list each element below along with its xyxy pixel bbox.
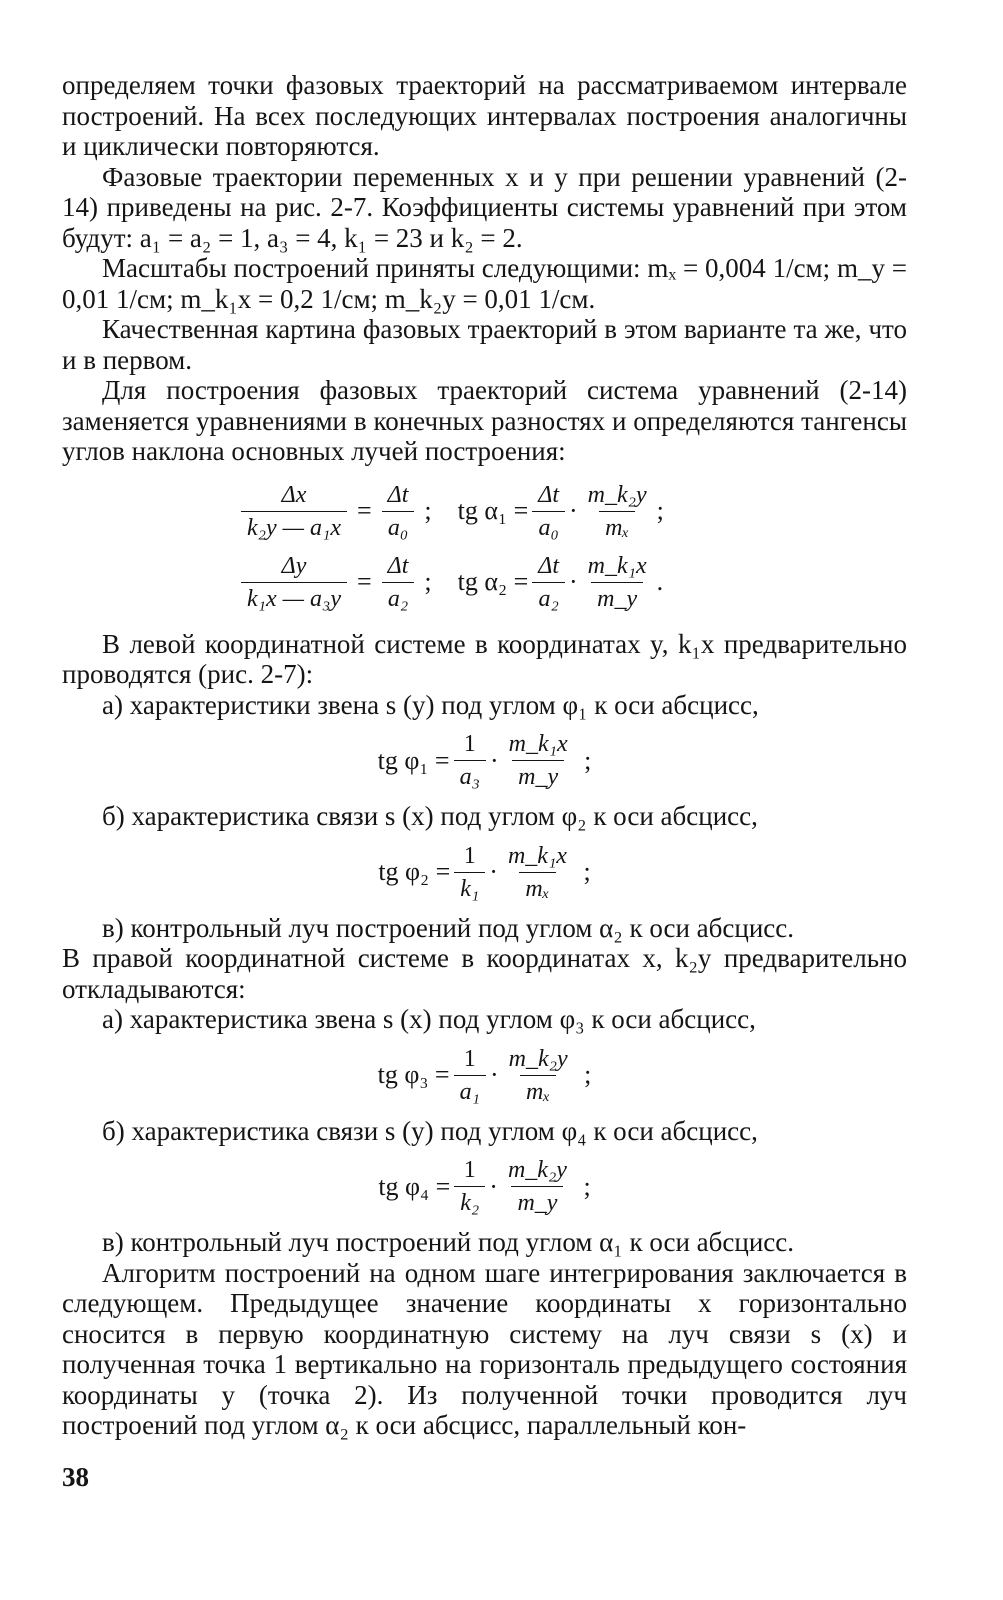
paragraph-4: Качественная картина фазовых траекторий в этом варианте та же, что и в первом.: [62, 314, 907, 375]
fraction: $\frac{\text{m\_k₂y}}{\text{mₓ}}$: [587, 481, 647, 541]
paragraph-6: В левой координатной системе в координатах y, k₁x предварительно проводятся (рис. 2-7):: [62, 628, 907, 689]
item-left-b: б) характеристика связи s (x) под углом φ₂ к оси абсцисс,: [102, 801, 758, 831]
fraction: $\frac{\Delta t}{\text{a₀}}$: [382, 481, 415, 542]
tangent-alpha2-label: tg α₂ =: [457, 567, 529, 596]
paragraph-1: определяем точки фазовых траекторий на рассматриваемом интервале построений. На всех последующих интервалах построения аналогичны и циклически повторяются.: [62, 70, 907, 161]
page-number: 38: [62, 1462, 89, 1492]
paragraph-10: Алгоритм построений на одном шаге интегрирования заключается в следующем. Предыдущее значение координаты x горизонтально сносится в первую координатную систему на луч связи s (x) и полученная точка 1 вертикально на горизонталь предыдущего состояния координаты y (точка 2). Из полученной точки проводится луч построений под углом α₂ к оси абсцисс, параллельный кон-: [62, 1257, 907, 1440]
fraction: $\frac{\Delta t}{\text{a₀}}$: [532, 481, 565, 542]
item-right-b: б) характеристика связи s (y) под углом φ₄ к оси абсцисс,: [102, 1115, 758, 1146]
item-right-a: а) характеристика звена s (x) под углом φ₃ к оси абсцисс,: [102, 1004, 756, 1034]
fraction: $\frac{\Delta t}{\text{a₂}}$: [532, 552, 565, 613]
item-right-c: в) контрольный луч построений под углом α₁ к оси абсцисс.: [102, 1227, 794, 1257]
item-left-a: а) характеристики звена s (y) под углом φ₁ к оси абсцисс,: [102, 689, 759, 720]
paragraph-8: В правой координатной системе в координатах x, k₂y предварительно откладываются:: [62, 943, 907, 1004]
fraction: $\frac{\Delta x}{\text{k₂y — a₁x}}$: [241, 481, 347, 542]
fraction: $\frac{\text{m\_k₁x}}{m\_y}$: [587, 552, 647, 612]
item-left-c: в) контрольный луч построений под углом α₂ к оси абсцисс.: [102, 912, 794, 943]
finite-difference-equations: [237, 481, 907, 613]
fraction: $\frac{\Delta y}{\text{k₁x — a₃y}}$: [241, 552, 347, 613]
page-body: [62, 70, 907, 1441]
paragraph-5: Для построения фазовых траекторий система уравнений (2-14) заменяется уравнениями в конечных разностях и определяются тангенсы углов наклона основных лучей построения:: [62, 375, 907, 466]
equation-row-2: $\frac{\Delta y}{\text{k₁x — a₃y}}$ = $\frac{\Delta t}{\text{a₂}}$ ; tg α₂ = $\frac{\Delta t}{\text{a₂}}$ · $\frac{\text{m\_k₁x}}{m\_y}$ .: [237, 552, 907, 613]
paragraph-2: Фазовые траектории переменных x и y при решении уравнений (2-14) приведены на рис. 2-7. Коэффициенты системы уравнений при этом будут: a₁ = a₂ = 1, a₃ = 4, k₁ = 23 и k₂ = 2.: [62, 161, 907, 253]
fraction: $\frac{\text{m\_k₁x}}{m\_y}$: [508, 731, 568, 790]
equation-phi3: tg φ₃ = $\frac{1}{\text{a₁}}$ · $\frac{\text{m\_k₂y}}{\text{mₓ}}$ ;: [377, 1045, 592, 1105]
fraction: $\frac{\text{m\_k₂y}}{m\_y}$: [507, 1157, 567, 1216]
fraction: $\frac{\Delta t}{\text{a₂}}$: [382, 552, 415, 613]
fraction: $\frac{1}{\text{a₃}}$: [454, 730, 486, 791]
equation-phi1: tg φ₁ = $\frac{1}{\text{a₃}}$ · $\frac{\text{m\_k₁x}}{m\_y}$ ;: [377, 731, 592, 790]
tangent-alpha1-label: tg α₁ =: [457, 496, 529, 525]
fraction: $\frac{\text{m\_k₂y}}{\text{mₓ}}$: [508, 1045, 568, 1105]
equation-phi4: tg φ₄ = $\frac{1}{\text{k₂}}$ · $\frac{\text{m\_k₂y}}{m\_y}$ ;: [378, 1157, 591, 1216]
fraction: $\frac{1}{\text{k₁}}$: [454, 842, 485, 903]
paragraph-3: Масштабы построений приняты следующими: mₓ = 0,004 1/см; m_y = 0,01 1/см; m_k₁x = 0,2 1/см; m_k₂y = 0,01 1/см.: [62, 253, 907, 314]
equation-phi2: tg φ₂ = $\frac{1}{\text{k₁}}$ · $\frac{\text{m\_k₁x}}{\text{mₓ}}$ ;: [378, 842, 591, 902]
equation-row-1: $\frac{\Delta x}{\text{k₂y — a₁x}}$ = $\frac{\Delta t}{\text{a₀}}$ ; tg α₁ = $\frac{\Delta t}{\text{a₀}}$ · $\frac{\text{m\_k₂y}}{\text{mₓ}}$ ;: [237, 481, 907, 542]
fraction: $\frac{1}{\text{a₁}}$: [454, 1045, 486, 1106]
fraction: $\frac{\text{m\_k₁x}}{\text{mₓ}}$: [507, 842, 567, 902]
fraction: $\frac{1}{\text{k₂}}$: [454, 1156, 485, 1217]
